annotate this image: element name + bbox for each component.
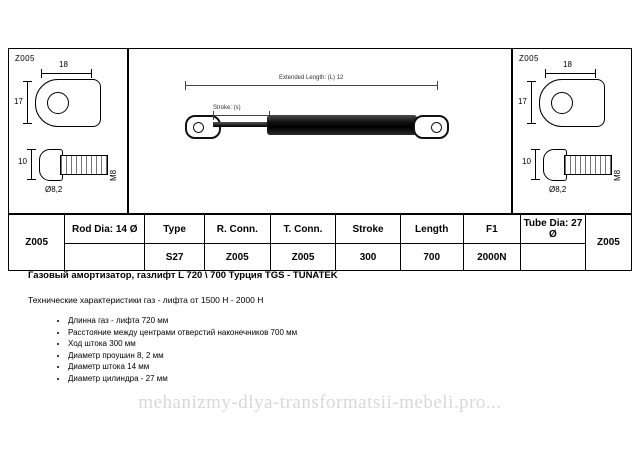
right-width-dim-text: 18 <box>563 60 572 69</box>
value-r-conn: Z005 <box>204 244 270 271</box>
value-tube-dia <box>520 244 585 271</box>
extended-length-tick-a <box>185 81 186 90</box>
spec-bullet-list <box>28 315 618 385</box>
cell-left-tag: Z005 <box>9 215 65 271</box>
right-side-height-text: 10 <box>522 157 531 166</box>
left-width-dim-text: 18 <box>59 60 68 69</box>
right-thread-dim-text: M8 <box>613 169 622 181</box>
stroke-tick-a <box>213 111 214 120</box>
right-end-fitting-panel <box>512 48 632 214</box>
left-height-dim-text: 17 <box>14 97 23 106</box>
left-height-tick-a <box>23 81 32 82</box>
right-side-tick-b <box>531 179 540 180</box>
gas-spring-tube-eye <box>413 115 449 139</box>
right-height-tick-b <box>527 123 536 124</box>
cell-right-tag: Z005 <box>585 215 631 271</box>
list-item: • Диаметр штока 14 мм <box>68 361 618 373</box>
value-type: S27 <box>145 244 205 271</box>
product-description <box>28 270 618 385</box>
right-eye-hole <box>551 92 573 114</box>
left-width-tick-a <box>41 69 42 78</box>
left-panel-tag: Z005 <box>15 54 35 63</box>
extended-length-label: Extended Length: (L) 12 <box>279 75 344 81</box>
stroke-tick-b <box>269 111 270 120</box>
extended-length-tick-b <box>437 81 438 90</box>
right-height-tick-a <box>527 81 536 82</box>
value-t-conn: Z005 <box>270 244 336 271</box>
header-f1: F1 <box>463 215 520 244</box>
right-width-tick-b <box>595 69 596 78</box>
list-item: • Длинна газ - лифта 720 мм <box>68 315 618 327</box>
specification-table <box>8 214 632 271</box>
left-side-tick-a <box>27 149 36 150</box>
left-side-tick-b <box>27 179 36 180</box>
gas-spring-rod <box>213 122 269 127</box>
header-r-conn: R. Conn. <box>204 215 270 244</box>
right-height-dim-line <box>531 81 532 123</box>
right-height-dim-text: 17 <box>518 97 527 106</box>
list-item: • Диаметр проушин 8, 2 мм <box>68 350 618 362</box>
right-panel-tag: Z005 <box>519 54 539 63</box>
gas-spring-rod-eye <box>185 115 221 139</box>
list-item: • Ход штока 300 мм <box>68 338 618 350</box>
value-rod-dia <box>65 244 145 271</box>
left-thread-dim-text: M8 <box>109 169 118 181</box>
left-hole-dim-text: Ø8,2 <box>45 185 63 194</box>
product-title: Газовый амортизатор, газлифт L 720 \ 700 Турция TGS - TUNATEK <box>28 270 338 281</box>
value-length: 700 <box>400 244 463 271</box>
header-rod-dia: Rod Dia: 14 Ø <box>65 215 145 244</box>
left-width-tick-b <box>91 69 92 78</box>
right-width-tick-a <box>545 69 546 78</box>
right-eye-thread <box>564 155 612 175</box>
left-side-height-dim-line <box>31 149 32 179</box>
header-tube-dia: Tube Dia: 27 Ø <box>520 215 585 244</box>
header-stroke: Stroke <box>336 215 400 244</box>
value-stroke: 300 <box>336 244 400 271</box>
right-width-dim-line <box>545 73 595 74</box>
extended-length-dim-line <box>185 85 437 86</box>
watermark: mehanizmy-dlya-transformatsii-mebeli.pro... <box>138 392 502 413</box>
stroke-dim-line <box>213 115 269 116</box>
left-eye-hole <box>47 92 69 114</box>
right-hole-dim-text: Ø8,2 <box>549 185 567 194</box>
value-f1: 2000N <box>463 244 520 271</box>
header-t-conn: T. Conn. <box>270 215 336 244</box>
left-eye-thread <box>60 155 108 175</box>
left-side-height-text: 10 <box>18 157 27 166</box>
left-height-dim-line <box>27 81 28 123</box>
table-row-headers <box>9 215 632 244</box>
table-row-values <box>9 244 632 271</box>
left-width-dim-line <box>41 73 91 74</box>
header-length: Length <box>400 215 463 244</box>
right-side-tick-a <box>531 149 540 150</box>
gas-spring-panel <box>128 48 512 214</box>
drawing-band <box>8 48 632 214</box>
product-subtitle: Технические характеристики газ - лифта от 1500 Н - 2000 Н <box>28 295 264 305</box>
stroke-label: Stroke: (s) <box>213 105 241 111</box>
gas-spring-tube <box>267 115 417 135</box>
right-side-height-dim-line <box>535 149 536 179</box>
header-type: Type <box>145 215 205 244</box>
list-item: • Диаметр цилиндра - 27 мм <box>68 373 618 385</box>
left-end-fitting-panel <box>8 48 128 214</box>
list-item: • Расстояние между центрами отверстий наконечников 700 мм <box>68 327 618 339</box>
left-height-tick-b <box>23 123 32 124</box>
